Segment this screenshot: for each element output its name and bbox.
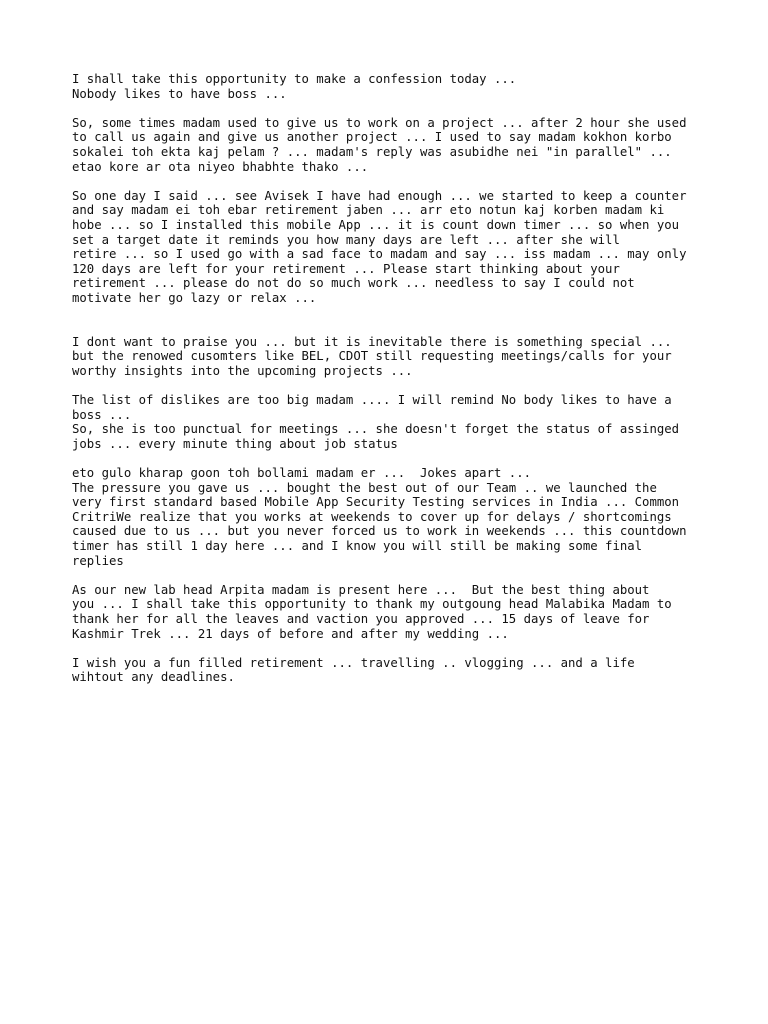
text-line: The list of dislikes are too big madam .... I will remind No body likes to have a (72, 393, 672, 408)
paragraph-pressure (72, 466, 712, 568)
text-line: motivate her go lazy or relax ... (72, 290, 317, 305)
paragraph-countdown (72, 189, 712, 306)
text-line: boss ... (72, 407, 132, 422)
text-line: retire ... so I used go with a sad face to madam and say ... iss madam ... may only (72, 247, 687, 262)
text-line: and say madam ei toh ebar retirement jaben ... arr eto notun kaj korben madam ki (72, 203, 665, 218)
text-line: timer has still 1 day here ... and I know you will still be making some final (72, 539, 643, 553)
text-line: thank her for all the leaves and vaction you approved ... 15 days of leave for (72, 611, 650, 626)
text-line: Nobody likes to have boss ... (72, 86, 287, 101)
paragraph-projects (72, 116, 712, 174)
paragraph-gap (72, 174, 712, 189)
text-line: Kashmir Trek ... 21 days of before and after my wedding ... (72, 626, 509, 641)
text-line: So one day I said ... see Avisek I have had enough ... we started to keep a counter (72, 188, 687, 203)
text-line: I dont want to praise you ... but it is inevitable there is something special ... (72, 334, 672, 349)
text-line: The pressure you gave us ... bought the best out of our Team .. we launched the (72, 480, 657, 495)
text-line: jobs ... every minute thing about job status (72, 436, 398, 451)
text-line: set a target date it reminds you how many days are left ... after she will (72, 232, 620, 247)
text-line: So, some times madam used to give us to work on a project ... after 2 hour she used (72, 115, 687, 130)
paragraph-gap (72, 451, 712, 466)
text-line: etao kore ar ota niyeo bhabhte thako ... (72, 159, 369, 174)
text-line: retirement ... please do not do so much work ... needless to say I could not (72, 276, 635, 291)
paragraph-praise (72, 335, 712, 379)
text-line: caused due to us ... but you never forced us to work in weekends ... this countdown (72, 524, 687, 539)
paragraph-dislikes (72, 393, 712, 451)
paragraph-wishes (72, 656, 712, 685)
text-line: very first standard based Mobile App Security Testing services in India ... Common (72, 495, 680, 510)
text-line: As our new lab head Arpita madam is present here ... But the best thing about (72, 582, 650, 597)
paragraph-gap (72, 378, 712, 393)
text-line: So, she is too punctual for meetings ... she doesn't forget the status of assinged (72, 422, 680, 437)
text-line: worthy insights into the upcoming projects ... (72, 363, 413, 378)
text-line: but the renowed cusomters like BEL, CDOT still requesting meetings/calls for your (72, 349, 672, 364)
paragraph-gap (72, 101, 712, 116)
paragraph-gap (72, 306, 712, 335)
text-line: replies (72, 553, 124, 568)
text-line: I wish you a fun filled retirement ... travelling .. vlogging ... and a life (72, 655, 635, 670)
text-line: you ... I shall take this opportunity to thank my outgoung head Malabika Madam to (72, 597, 672, 612)
document-page (72, 72, 712, 685)
paragraph-gap (72, 641, 712, 656)
text-line: I shall take this opportunity to make a confession today ... (72, 72, 517, 86)
paragraph-thanks (72, 583, 712, 641)
text-line: to call us again and give us another project ... I used to say madam kokhon korbo (72, 130, 672, 145)
paragraph-gap (72, 568, 712, 583)
paragraph-confession (72, 72, 712, 101)
text-line: sokalei toh ekta kaj pelam ? ... madam's reply was asubidhe nei "in parallel" ... (72, 144, 672, 159)
text-line: wihtout any deadlines. (72, 670, 235, 685)
text-line: CritriWe realize that you works at weekends to cover up for delays / shortcomings (72, 509, 672, 524)
text-line: hobe ... so I installed this mobile App ... it is count down timer ... so when you (72, 217, 680, 232)
text-line: 120 days are left for your retirement ... Please start thinking about your (72, 261, 620, 276)
text-line: eto gulo kharap goon toh bollami madam er ... Jokes apart ... (72, 466, 532, 481)
